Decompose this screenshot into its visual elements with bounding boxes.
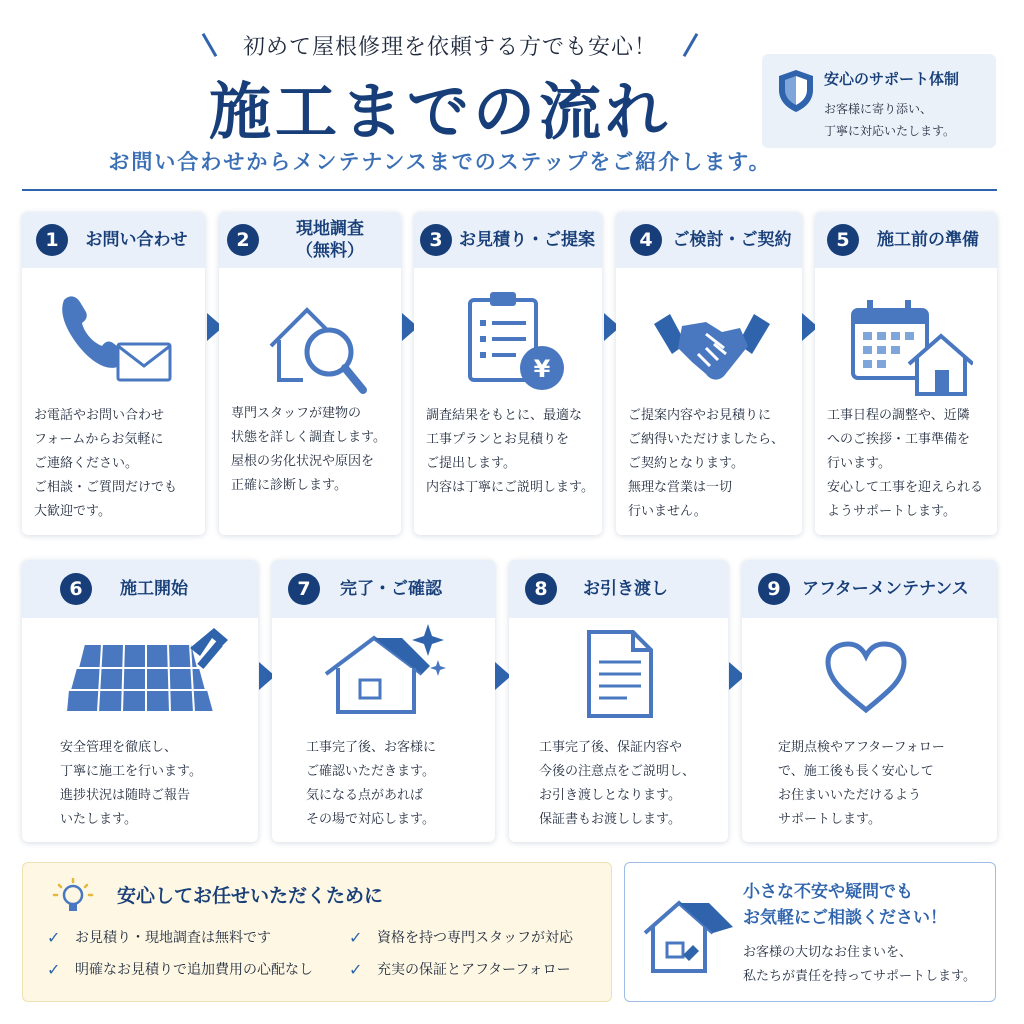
support-box (762, 54, 996, 148)
step-description: お電話やお問い合わせ フォームからお気軽に ご連絡ください。 ご相談・ご質問だけでも 大歓迎です。 (34, 408, 178, 519)
support-body: お客様に寄り添い、 丁寧に対応いたします。 (824, 102, 956, 138)
handshake-icon (652, 304, 772, 388)
step-number: 5 (827, 224, 859, 256)
shield-icon (776, 68, 816, 114)
step-title: 完了・ご確認 (340, 579, 442, 599)
svg-text:¥: ¥ (533, 355, 551, 383)
phone-mail-icon (56, 292, 176, 388)
step-description: 専門スタッフが建物の 状態を詳しく調査します。 屋根の劣化状況や原因を 正確に診断します。 (231, 406, 386, 493)
step-description: 工事完了後、お客様に ご確認いただきます。 気になる点があれば その場で対応します。 (306, 740, 437, 827)
step-header (815, 212, 997, 268)
step-number: 8 (525, 573, 557, 605)
step-header (22, 560, 258, 618)
step-description: 定期点検やアフターフォロー で、施工後も長く安心して お住まいいただけるよう サポートします。 (778, 740, 945, 827)
reassurance-title: 安心してお任せいただくために (117, 885, 384, 907)
step-header (616, 212, 802, 268)
step-header (509, 560, 728, 618)
check-item (47, 927, 271, 947)
step-number: 9 (758, 573, 790, 605)
heart-icon (824, 640, 908, 714)
house-sparkle-icon (322, 624, 446, 716)
check-item-label: お見積り・現地調査は無料です (75, 930, 271, 946)
step-card-9 (742, 560, 997, 842)
check-icon: ✓ (349, 927, 363, 947)
step-number: 3 (420, 224, 452, 256)
consultation-title: 小さな不安や疑問でも お気軽にご相談ください！ (743, 882, 947, 928)
check-item (47, 959, 313, 979)
lightbulb-icon (51, 877, 95, 917)
step-description: 工事日程の調整や、近隣 へのご挨拶・工事準備を 行います。 安心して工事を迎えられる ようサポートします。 (827, 408, 984, 519)
check-item (349, 959, 571, 979)
house-repair-icon (643, 893, 735, 973)
step-title: ご検討・ご契約 (672, 230, 792, 250)
step-number: 7 (288, 573, 320, 605)
header-divider (22, 189, 997, 191)
step-description: ご提案内容やお見積りに ご納得いただけましたら、 ご契約となります。 無理な営業は一切 行いません。 (628, 408, 785, 519)
support-title: 安心のサポート体制 (824, 70, 960, 88)
step-title: 現地調査 （無料） (296, 219, 364, 261)
check-icon: ✓ (349, 959, 363, 979)
check-item-label: 明確なお見積りで追加費用の心配なし (75, 962, 313, 978)
eyebrow-text: 初めて屋根修理を依頼する方でも安心！ (242, 34, 657, 60)
step-card-3 (414, 212, 602, 535)
step-header (22, 212, 205, 268)
clipboard-yen-icon (464, 288, 570, 398)
consultation-box (624, 862, 996, 1002)
step-number: 1 (36, 224, 68, 256)
step-description: 調査結果をもとに、最適な 工事プランとお見積りを ご提出します。 内容は丁寧にご説明します。 (426, 408, 594, 495)
step-card-5 (815, 212, 997, 535)
slash-left-decoration (202, 33, 218, 57)
house-magnifier-icon (263, 296, 373, 396)
step-card-1 (22, 212, 205, 535)
check-item-label: 充実の保証とアフターフォロー (377, 962, 571, 978)
step-number: 2 (227, 224, 259, 256)
step-title: お見積り・ご提案 (459, 230, 595, 250)
step-card-4 (616, 212, 802, 535)
check-item (349, 927, 573, 947)
document-icon (585, 628, 655, 720)
check-icon: ✓ (47, 959, 61, 979)
step-title: お引き渡し (583, 579, 668, 599)
step-title: お問い合わせ (85, 230, 188, 250)
slash-right-decoration (683, 33, 699, 57)
check-icon: ✓ (47, 927, 61, 947)
consultation-body: お客様の大切なお住まいを、 私たちが責任を持ってサポートします。 (743, 945, 976, 984)
page-subtitle: お問い合わせからメンテナンスまでのステップをご紹介します。 (108, 150, 772, 174)
step-card-2 (219, 212, 401, 535)
step-header (414, 212, 602, 268)
eyebrow (190, 30, 710, 60)
step-header (742, 560, 997, 618)
step-title: アフターメンテナンス (802, 579, 969, 599)
step-header (219, 212, 401, 268)
step-card-7 (272, 560, 495, 842)
step-card-6 (22, 560, 258, 842)
page-title: 施工までの流れ (208, 75, 671, 148)
calendar-house-icon (849, 296, 973, 396)
step-card-8 (509, 560, 728, 842)
check-item-label: 資格を持つ専門スタッフが対応 (377, 930, 573, 946)
step-number: 4 (630, 224, 662, 256)
step-number: 6 (60, 573, 92, 605)
step-description: 工事完了後、保証内容や 今後の注意点をご説明し、 お引き渡しとなります。 保証書もお渡しします。 (539, 740, 696, 827)
step-title: 施工前の準備 (877, 230, 979, 250)
step-description: 安全管理を徹底し、 丁寧に施工を行います。 進捗状況は随時ご報告 いたします。 (60, 740, 202, 827)
step-title: 施工開始 (120, 579, 188, 599)
reassurance-box (22, 862, 612, 1002)
roof-tiles-hammer-icon (66, 624, 230, 716)
step-header (272, 560, 495, 618)
